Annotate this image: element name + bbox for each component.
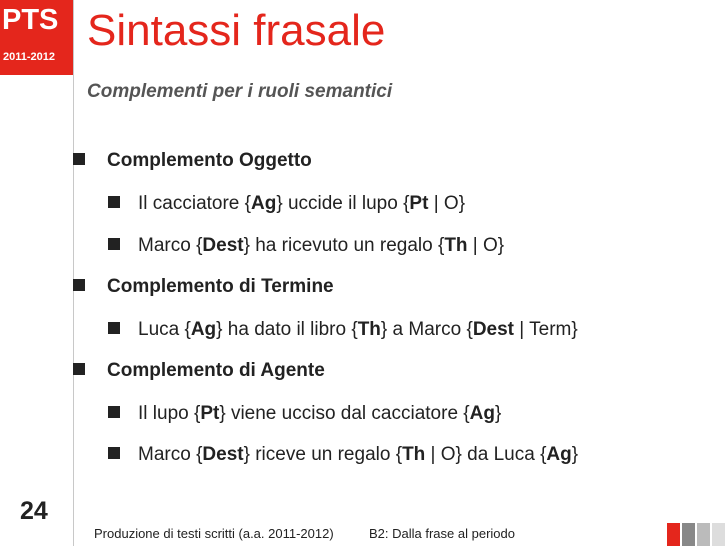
role-tag: Ag [251,193,277,214]
footer-course: Produzione di testi scritti (a.a. 2011-2012) [94,526,334,541]
square-bullet-icon [73,279,85,291]
role-tag: Dest [202,444,244,465]
example-sentence [108,235,504,257]
role-tag: Th [402,444,426,465]
sentence-segment: } a Marco { [380,319,473,340]
brand-label: PTS [2,4,59,36]
slide-subtitle: Complementi per i ruoli semantici [87,81,393,102]
role-tag: Ag [469,403,495,424]
sentence-text [138,235,504,256]
sentence-segment: } ha ricevuto un regalo { [243,235,445,256]
square-bullet-icon [108,322,120,334]
role-tag: Th [444,235,468,256]
slide-number: 24 [20,497,48,525]
sentence-text [138,193,465,214]
example-sentence [108,403,501,425]
sentence-segment: Marco { [138,444,203,465]
sentence-segment: Marco { [138,235,203,256]
bullet-heading-agente [73,360,325,382]
footer-square-decoration [712,523,725,546]
sentence-segment: Il cacciatore { [138,193,251,214]
role-tag: Ag [190,319,217,340]
heading-text: Complemento di Agente [107,360,325,381]
role-tag: Ag [546,444,572,465]
sentence-segment: } [494,403,502,424]
role-tag: Th [357,319,381,340]
sentence-segment: Luca { [138,319,191,340]
square-bullet-icon [108,196,120,208]
sentence-text [138,403,501,424]
example-sentence [108,193,465,215]
sentence-text [138,444,578,465]
square-bullet-icon [108,238,120,250]
square-bullet-icon [73,363,85,375]
sentence-segment: } [571,444,579,465]
role-tag: Pt [409,193,429,214]
sentence-segment: | O} [467,235,505,256]
sentence-segment: | O} da Luca { [425,444,547,465]
brand-years: 2011-2012 [3,51,55,63]
sentence-segment: | O} [428,193,466,214]
example-sentence [108,444,578,466]
heading-text: Complemento Oggetto [107,150,312,171]
sentence-segment: | Term} [514,319,578,340]
sentence-segment: } uccide il lupo { [276,193,410,214]
footer-square-decoration [667,523,680,546]
square-bullet-icon [73,153,85,165]
sentence-segment: Il lupo { [138,403,201,424]
heading-text: Complemento di Termine [107,276,334,297]
bullet-heading-termine [73,276,334,298]
sentence-text [138,319,578,340]
sidebar-divider [73,0,74,546]
role-tag: Pt [200,403,220,424]
footer-unit: B2: Dalla frase al periodo [369,526,515,541]
role-tag: Dest [202,235,244,256]
square-bullet-icon [108,447,120,459]
sidebar [0,0,73,546]
bullet-heading-oggetto [73,150,312,172]
sentence-segment: } ha dato il libro { [216,319,358,340]
footer-square-decoration [682,523,695,546]
sentence-segment: } riceve un regalo { [243,444,403,465]
slide-title: Sintassi frasale [87,6,386,55]
sentence-segment: } viene ucciso dal cacciatore { [219,403,470,424]
square-bullet-icon [108,406,120,418]
example-sentence [108,319,578,341]
role-tag: Dest [472,319,514,340]
footer-square-decoration [697,523,710,546]
brand-badge [0,0,73,75]
